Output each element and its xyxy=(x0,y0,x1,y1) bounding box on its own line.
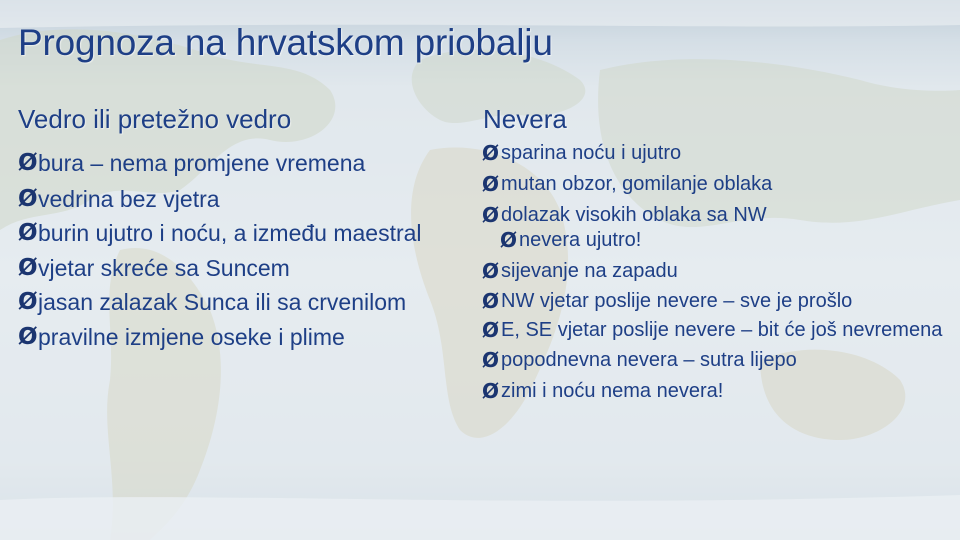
arrow-bullet-icon: Ø xyxy=(482,289,500,313)
list-item xyxy=(482,318,952,342)
list-item xyxy=(18,289,458,316)
list-item xyxy=(18,148,458,178)
list-item xyxy=(482,348,952,372)
list-item-text: NW vjetar poslije nevere – sve je prošlo xyxy=(501,290,853,312)
arrow-bullet-icon: Ø xyxy=(500,228,518,252)
arrow-bullet-icon: Ø xyxy=(482,172,500,196)
arrow-bullet-icon: Ø xyxy=(482,348,500,372)
list-item-text: pravilne izmjene oseke i plime xyxy=(38,324,345,350)
list-item-text: zimi i noću nema nevera! xyxy=(501,380,724,402)
list-subitem xyxy=(482,228,952,252)
list-item-text: popodnevna nevera – sutra lijepo xyxy=(501,349,797,371)
right-column-heading: Nevera xyxy=(483,104,567,134)
arrow-bullet-icon: Ø xyxy=(18,150,38,176)
arrow-bullet-icon: Ø xyxy=(482,203,500,227)
arrow-bullet-icon: Ø xyxy=(18,289,38,315)
right-bullet-list xyxy=(482,141,952,413)
list-item xyxy=(482,379,952,403)
list-item xyxy=(18,220,458,247)
list-item xyxy=(18,253,458,283)
list-item-text: burin ujutro i noću, a između maestral xyxy=(38,220,422,246)
list-item-text: nevera ujutro! xyxy=(519,229,642,251)
slide-title: Prognoza na hrvatskom priobalju xyxy=(18,22,553,63)
list-item-text: E, SE vjetar poslije nevere – bit će još nevremena xyxy=(501,319,943,341)
arrow-bullet-icon: Ø xyxy=(18,220,38,246)
arrow-bullet-icon: Ø xyxy=(482,141,500,165)
list-item xyxy=(482,203,952,227)
left-column-heading: Vedro ili pretežno vedro xyxy=(18,104,292,134)
left-bullet-list xyxy=(18,148,458,358)
arrow-bullet-icon: Ø xyxy=(18,324,38,350)
list-item-text: bura – nema promjene vremena xyxy=(38,150,366,176)
list-item xyxy=(482,259,952,283)
arrow-bullet-icon: Ø xyxy=(18,186,38,212)
arrow-bullet-icon: Ø xyxy=(482,379,500,403)
list-item xyxy=(482,172,952,196)
list-item-text: dolazak visokih oblaka sa NW xyxy=(501,204,767,226)
list-item-text: jasan zalazak Sunca ili sa crvenilom xyxy=(38,289,407,315)
arrow-bullet-icon: Ø xyxy=(18,255,38,281)
list-item-text: mutan obzor, gomilanje oblaka xyxy=(501,173,773,195)
list-item-text: sparina noću i ujutro xyxy=(501,142,682,164)
list-item-text: sijevanje na zapadu xyxy=(501,260,678,282)
list-item xyxy=(18,322,458,352)
arrow-bullet-icon: Ø xyxy=(482,318,500,342)
list-item-text: vjetar skreće sa Suncem xyxy=(38,255,290,281)
arrow-bullet-icon: Ø xyxy=(482,259,500,283)
list-item-text: vedrina bez vjetra xyxy=(38,186,220,212)
list-item xyxy=(482,289,952,313)
list-item xyxy=(18,184,458,214)
list-item xyxy=(482,141,952,165)
